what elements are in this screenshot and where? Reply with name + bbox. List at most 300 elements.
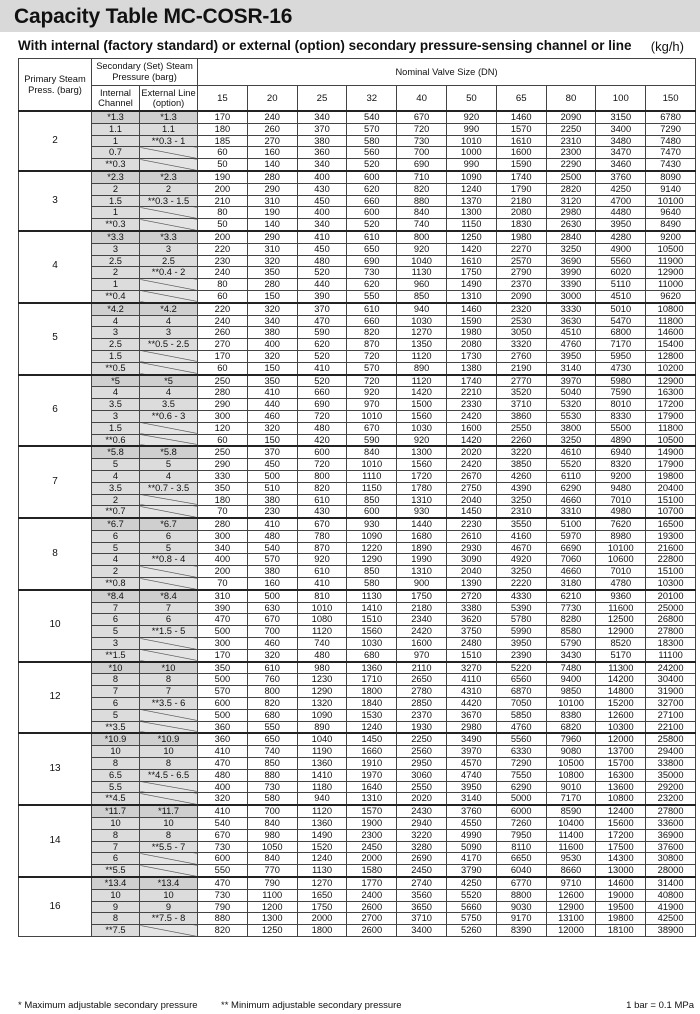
capacity-cell: 80 [198,207,248,219]
table-row [19,399,696,411]
capacity-cell: 35000 [646,769,696,781]
internal-channel-cell: 10 [92,889,140,901]
capacity-cell: 570 [347,362,397,374]
capacity-cell: 850 [347,566,397,578]
capacity-cell: 8660 [546,865,596,877]
capacity-cell: 8590 [546,805,596,817]
external-line-empty-cell [140,279,198,291]
capacity-cell: 940 [297,793,347,805]
capacity-cell: 1510 [447,649,497,661]
capacity-cell: 11100 [646,649,696,661]
external-line-empty-cell [140,147,198,159]
internal-channel-cell: **0.4 [92,290,140,302]
external-line-empty-cell [140,207,198,219]
capacity-cell: 3050 [496,327,546,339]
capacity-cell: 940 [397,303,447,315]
external-line-cell: *13.4 [140,877,198,889]
capacity-cell: 5100 [546,518,596,530]
capacity-cell: 980 [297,662,347,674]
table-row [19,901,696,913]
capacity-cell: 300 [198,638,248,650]
capacity-cell: 2390 [496,649,546,661]
capacity-cell: 4310 [447,686,497,698]
table-row [19,566,696,578]
capacity-cell: 250 [198,375,248,387]
table-row [19,195,696,207]
external-line-empty-cell [140,865,198,877]
capacity-cell: 400 [247,339,297,351]
capacity-cell: 920 [347,387,397,399]
capacity-cell: 360 [297,147,347,159]
capacity-cell: 2300 [347,829,397,841]
capacity-cell: 180 [198,494,248,506]
capacity-cell: 8800 [496,889,546,901]
capacity-cell: 3220 [397,829,447,841]
capacity-cell: 2480 [447,638,497,650]
internal-channel-cell: 3 [92,638,140,650]
capacity-cell: 5970 [546,530,596,542]
footnote-minimum: ** Minimum adjustable secondary pressure [221,1000,402,1011]
capacity-cell: 850 [347,494,397,506]
capacity-cell: 9200 [646,231,696,243]
capacity-cell: 14900 [646,446,696,458]
capacity-cell: 9850 [546,686,596,698]
capacity-cell: 19300 [646,530,696,542]
internal-channel-cell: *5.8 [92,446,140,458]
internal-channel-cell: 7 [92,686,140,698]
capacity-cell: 1010 [447,135,497,147]
capacity-cell: 30400 [646,674,696,686]
table-row [19,518,696,530]
capacity-cell: 6020 [596,267,646,279]
capacity-cell: 800 [247,686,297,698]
table-row [19,698,696,710]
capacity-cell: 1030 [347,638,397,650]
internal-channel-cell: **7.5 [92,925,140,937]
capacity-cell: 6000 [496,805,546,817]
capacity-cell: 5560 [596,255,646,267]
capacity-cell: 980 [247,829,297,841]
capacity-cell: 18100 [596,925,646,937]
capacity-cell: 1080 [297,614,347,626]
header-secondary-pressure: Secondary (Set) Steam Pressure (barg) [92,59,198,86]
title-bar [0,0,700,32]
capacity-cell: 12600 [596,709,646,721]
capacity-cell: 14800 [596,686,646,698]
capacity-cell: 930 [397,506,447,518]
capacity-cell: 570 [347,123,397,135]
capacity-cell: 170 [198,111,248,123]
capacity-cell: 2820 [546,183,596,195]
capacity-cell: 400 [297,171,347,183]
capacity-cell: 1770 [347,877,397,889]
capacity-cell: 390 [198,602,248,614]
external-line-cell: 7 [140,602,198,614]
external-line-empty-cell [140,638,198,650]
capacity-cell: 700 [247,626,297,638]
capacity-cell: 10700 [646,506,696,518]
external-line-cell: 2.5 [140,255,198,267]
internal-channel-cell: **3.5 [92,721,140,733]
capacity-cell: 11800 [646,422,696,434]
capacity-cell: 720 [397,123,447,135]
capacity-cell: 12400 [596,805,646,817]
capacity-cell: 2430 [397,805,447,817]
table-row [19,602,696,614]
table-row [19,913,696,925]
capacity-cell: 15200 [596,698,646,710]
capacity-cell: 550 [247,721,297,733]
capacity-cell: 690 [397,159,447,171]
capacity-cell: 6820 [546,721,596,733]
internal-channel-cell: 5 [92,626,140,638]
capacity-cell: 1240 [447,183,497,195]
capacity-cell: 28000 [646,865,696,877]
capacity-cell: 2560 [397,746,447,758]
external-line-cell: 3 [140,243,198,255]
capacity-cell: 3150 [596,111,646,123]
header-size-dn: 25 [297,86,347,112]
external-line-empty-cell [140,290,198,302]
capacity-cell: 1180 [297,781,347,793]
capacity-cell: 2040 [447,494,497,506]
capacity-cell: 1120 [297,805,347,817]
capacity-cell: 1130 [297,865,347,877]
capacity-cell: 400 [297,207,347,219]
capacity-cell: 190 [198,171,248,183]
capacity-cell: 4510 [596,290,646,302]
capacity-cell: 1500 [397,399,447,411]
capacity-cell: 1420 [397,387,447,399]
external-line-cell: *10 [140,662,198,674]
capacity-cell: 2850 [397,698,447,710]
primary-pressure-cell: 2 [19,111,92,171]
capacity-cell: 380 [247,494,297,506]
capacity-cell: 20100 [646,590,696,602]
capacity-cell: 3250 [546,243,596,255]
capacity-cell: 1120 [397,350,447,362]
capacity-cell: 920 [397,434,447,446]
capacity-cell: 5750 [447,913,497,925]
capacity-cell: 1510 [347,614,397,626]
capacity-cell: 22800 [646,554,696,566]
capacity-cell: 1890 [397,542,447,554]
capacity-cell: 500 [247,470,297,482]
capacity-cell: 410 [297,362,347,374]
capacity-cell: 270 [198,339,248,351]
capacity-cell: 1360 [297,818,347,830]
capacity-cell: 1300 [397,446,447,458]
capacity-cell: 570 [247,554,297,566]
capacity-cell: 2340 [397,614,447,626]
capacity-cell: 1750 [297,901,347,913]
capacity-cell: 380 [297,135,347,147]
capacity-cell: 2980 [447,721,497,733]
capacity-cell: 660 [347,195,397,207]
capacity-cell: 1740 [447,375,497,387]
capacity-cell: 360 [198,733,248,745]
table-row [19,327,696,339]
table-row [19,219,696,231]
table-row [19,207,696,219]
capacity-cell: 500 [198,674,248,686]
capacity-cell: 3550 [496,518,546,530]
header-nominal-size: Nominal Valve Size (DN) [198,59,696,86]
capacity-cell: 890 [397,362,447,374]
capacity-cell: 7620 [596,518,646,530]
capacity-cell: 7480 [546,662,596,674]
capacity-cell: 15700 [596,758,646,770]
capacity-cell: 3380 [447,602,497,614]
capacity-cell: 3000 [546,290,596,302]
primary-pressure-cell: 6 [19,375,92,447]
capacity-cell: 17500 [596,841,646,853]
capacity-cell: 10100 [596,542,646,554]
capacity-cell: 8490 [646,219,696,231]
capacity-cell: 410 [297,231,347,243]
capacity-cell: 1980 [447,327,497,339]
capacity-cell: 880 [247,769,297,781]
capacity-cell: 4390 [496,482,546,494]
unit-conversion: 1 bar = 0.1 MPa [626,1000,694,1011]
table-row [19,494,696,506]
capacity-cell: 5990 [496,626,546,638]
internal-channel-cell: *8.4 [92,590,140,602]
capacity-cell: 3400 [397,925,447,937]
external-line-cell: **0.3 - 1 [140,135,198,147]
capacity-cell: 190 [247,207,297,219]
capacity-cell: 370 [247,446,297,458]
capacity-cell: 10100 [646,195,696,207]
external-line-empty-cell [140,793,198,805]
capacity-cell: 6780 [646,111,696,123]
external-line-empty-cell [140,350,198,362]
capacity-cell: 840 [397,207,447,219]
capacity-cell: 470 [198,877,248,889]
capacity-cell: 2330 [447,399,497,411]
capacity-cell: 580 [247,793,297,805]
internal-channel-cell: 4 [92,315,140,327]
external-line-cell: 10 [140,818,198,830]
table-row [19,746,696,758]
capacity-cell: 27100 [646,709,696,721]
capacity-cell: 170 [198,649,248,661]
capacity-cell: 3950 [447,781,497,793]
capacity-cell: 6290 [546,482,596,494]
capacity-cell: 460 [247,410,297,422]
external-line-cell: *10.9 [140,733,198,745]
capacity-cell: 2610 [447,530,497,542]
capacity-cell: 23200 [646,793,696,805]
capacity-cell: 1830 [496,219,546,231]
capacity-cell: 3470 [596,147,646,159]
capacity-cell: 2210 [447,387,497,399]
capacity-cell: 9480 [596,482,646,494]
capacity-cell: 670 [247,614,297,626]
capacity-cell: 9620 [646,290,696,302]
capacity-cell: 6110 [546,470,596,482]
capacity-cell: 7950 [496,829,546,841]
capacity-cell: 2250 [546,123,596,135]
capacity-cell: 780 [297,530,347,542]
capacity-cell: 1440 [397,518,447,530]
capacity-cell: 600 [347,207,397,219]
capacity-cell: 480 [297,649,347,661]
internal-channel-cell: **0.6 [92,434,140,446]
table-subtitle: With internal (factory standard) or external (option) secondary pressure-sensing channel or line [18,38,632,53]
capacity-cell: 11900 [646,255,696,267]
capacity-cell: 630 [247,602,297,614]
external-line-cell: 10 [140,889,198,901]
capacity-cell: 1130 [397,267,447,279]
capacity-cell: 330 [198,470,248,482]
capacity-cell: 11800 [646,315,696,327]
capacity-cell: 10300 [646,578,696,590]
capacity-cell: 500 [198,626,248,638]
external-line-cell: 5 [140,542,198,554]
capacity-cell: 1420 [447,434,497,446]
capacity-cell: 3970 [447,746,497,758]
capacity-cell: 2090 [546,111,596,123]
capacity-cell: 990 [447,159,497,171]
capacity-cell: 4420 [447,698,497,710]
capacity-cell: 220 [198,243,248,255]
capacity-cell: 10500 [646,243,696,255]
capacity-cell: 480 [297,255,347,267]
external-line-empty-cell [140,781,198,793]
capacity-cell: 4170 [447,853,497,865]
footnote-maximum: * Maximum adjustable secondary pressure [18,1000,198,1011]
capacity-cell: 9080 [546,746,596,758]
capacity-cell: 2110 [397,662,447,674]
capacity-cell: 3140 [447,793,497,805]
capacity-cell: 17900 [646,410,696,422]
internal-channel-cell: **0.3 [92,159,140,171]
capacity-cell: 2420 [447,410,497,422]
capacity-cell: 3320 [496,339,546,351]
internal-channel-cell: 10 [92,746,140,758]
header-size-dn: 65 [496,86,546,112]
capacity-cell: 3330 [546,303,596,315]
capacity-cell: 290 [247,183,297,195]
capacity-cell: 8010 [596,399,646,411]
capacity-cell: 15100 [646,494,696,506]
table-row [19,290,696,302]
capacity-cell: 14600 [596,877,646,889]
internal-channel-cell: 4 [92,554,140,566]
internal-channel-cell: 3.5 [92,482,140,494]
capacity-cell: 2020 [397,793,447,805]
external-line-empty-cell [140,159,198,171]
table-row [19,243,696,255]
capacity-cell: 33600 [646,818,696,830]
external-line-cell: **4.5 - 6.5 [140,769,198,781]
table-row [19,147,696,159]
external-line-empty-cell [140,219,198,231]
capacity-cell: 820 [397,183,447,195]
capacity-cell: 310 [247,243,297,255]
capacity-cell: 520 [347,159,397,171]
header-size-dn: 15 [198,86,248,112]
capacity-cell: 3850 [496,459,546,471]
capacity-cell: 600 [198,853,248,865]
capacity-cell: 2260 [496,434,546,446]
header-size-dn: 20 [247,86,297,112]
capacity-cell: 4900 [596,243,646,255]
capacity-cell: 3670 [447,709,497,721]
header-size-dn: 80 [546,86,596,112]
capacity-cell: 3310 [546,506,596,518]
capacity-cell: 320 [247,649,297,661]
capacity-cell: 650 [347,243,397,255]
capacity-cell: 1970 [347,769,397,781]
capacity-cell: 690 [347,255,397,267]
capacity-cell: 1120 [297,626,347,638]
capacity-cell: 3220 [496,446,546,458]
header-primary-pressure: Primary Steam Press. (barg) [19,59,92,112]
capacity-cell: 17900 [646,459,696,471]
capacity-cell: 70 [198,578,248,590]
primary-pressure-cell: 13 [19,733,92,805]
table-row [19,781,696,793]
header-size-dn: 150 [646,86,696,112]
capacity-cell: 12600 [546,889,596,901]
capacity-cell: 7260 [496,818,546,830]
capacity-cell: 770 [247,865,297,877]
capacity-cell: 2840 [546,231,596,243]
capacity-cell: 140 [247,159,297,171]
capacity-cell: 1270 [297,877,347,889]
capacity-cell: 25800 [646,733,696,745]
capacity-cell: 7050 [496,698,546,710]
external-line-cell: **0.7 - 3.5 [140,482,198,494]
capacity-cell: 4110 [447,674,497,686]
table-row [19,925,696,937]
table-row [19,387,696,399]
capacity-cell: 1600 [447,422,497,434]
capacity-cell: 10500 [546,758,596,770]
capacity-cell: 320 [198,793,248,805]
capacity-cell: 1450 [347,733,397,745]
external-line-cell: **3.5 - 6 [140,698,198,710]
capacity-cell: 410 [297,578,347,590]
capacity-cell: 560 [347,147,397,159]
external-line-empty-cell [140,721,198,733]
capacity-cell: 11300 [596,662,646,674]
table-row [19,662,696,674]
capacity-cell: 19000 [596,889,646,901]
capacity-cell: 520 [297,267,347,279]
capacity-cell: 710 [397,171,447,183]
capacity-cell: 1610 [496,135,546,147]
capacity-cell: 18300 [646,638,696,650]
capacity-cell: 730 [247,781,297,793]
internal-channel-cell: 8 [92,674,140,686]
capacity-cell: 970 [347,399,397,411]
capacity-cell: 280 [198,387,248,399]
capacity-cell: 5260 [447,925,497,937]
capacity-cell: 510 [247,482,297,494]
capacity-cell: 24200 [646,662,696,674]
capacity-cell: 450 [297,195,347,207]
capacity-cell: 5110 [596,279,646,291]
capacity-cell: 3480 [596,135,646,147]
capacity-cell: 2300 [546,147,596,159]
capacity-cell: 2420 [397,626,447,638]
internal-channel-cell: 5 [92,542,140,554]
capacity-cell: 370 [297,123,347,135]
capacity-cell: 15400 [646,339,696,351]
